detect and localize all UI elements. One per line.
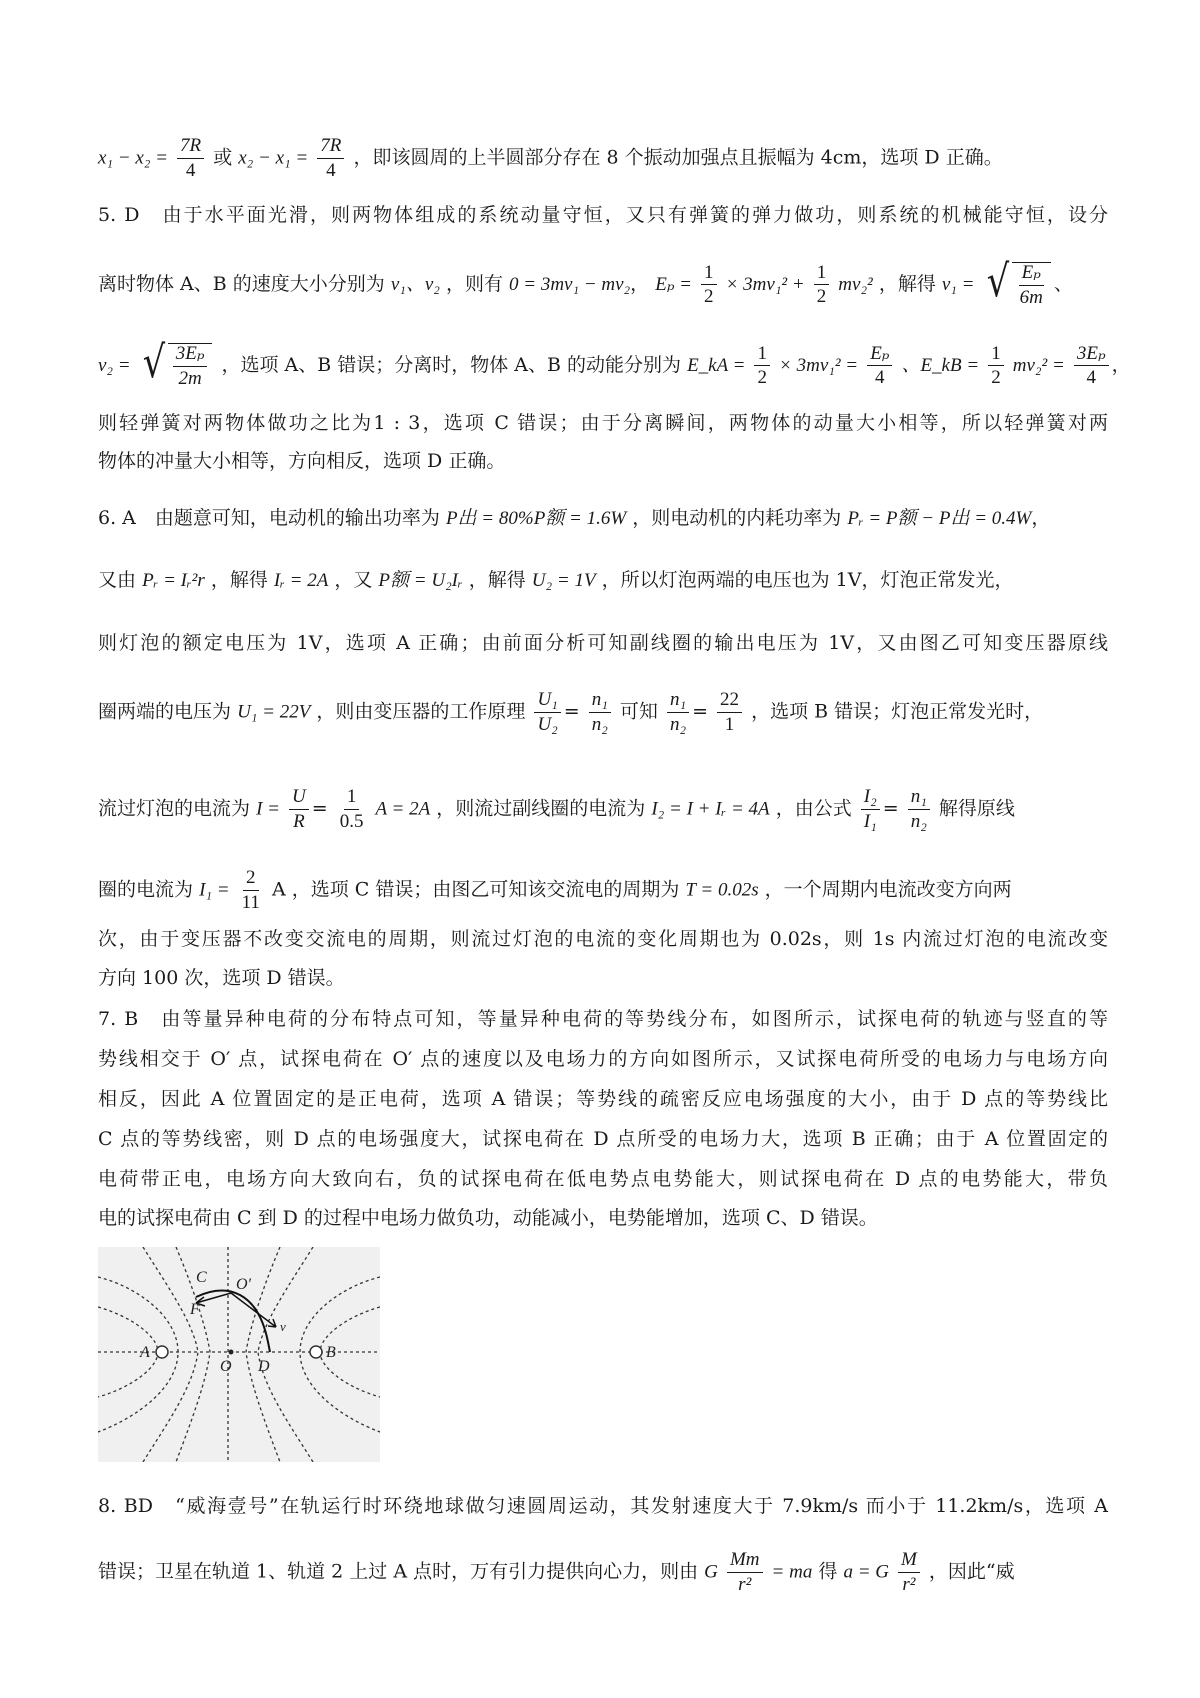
p7-line-1: 7. B 由等量异种电荷的分布特点可知，等量异种电荷的等势线分布，如图所示，试探电荷的轨迹与竖直的等 [98, 1008, 1108, 1030]
point-O-dot [229, 1350, 234, 1355]
momentum-equation: 0 = 3mv₁ − mv₂ [509, 273, 631, 295]
p5-line-5: 物体的冲量大小相等，方向相反，选项 D 正确。 [98, 450, 506, 472]
label-v: v [280, 1319, 286, 1334]
p4-conclusion-line [98, 136, 1108, 181]
p8-line-2: 错误；卫星在轨道 1、轨道 2 上过 A 点时，万有引力提供向心力，则由 G $\frac{Mm}{\text{r²}}$ = ma 得 a = G $\frac{M}{\text{r²}}$ ，因此“威 [98, 1549, 1015, 1595]
formula-x1-x2: x₁ − x₂ = [98, 147, 168, 169]
p7-line-4: C 点的等势线密，则 D 点的电场强度大，试探电荷在 D 点所受的电场力大，选项 B 正确；由于 A 位置固定的 [98, 1128, 1108, 1150]
p6-line-6: 圈的电流为 I₁ = $\frac{2}{11}$ A ，选项 C 错误；由图乙可知该交流电的周期为 T = 0.02s ，一个周期内电流改变方向两 [98, 867, 1012, 913]
fraction-7R-over-4-b: $\frac{7R}{4}$ [317, 136, 344, 181]
label-A: A [140, 1344, 150, 1361]
p7-line-3: 相反，因此 A 位置固定的是正电荷，选项 A 错误；等势线的疏密反应电场强度的大小，由于 D 点的等势线比 [98, 1088, 1108, 1110]
label-B: B [326, 1344, 336, 1361]
sqrt-v1: √ $\frac{\text{Eₚ}}{6m}$ [984, 262, 1051, 308]
sqrt-v2: √ $\frac{\text{3Eₚ}}{2m}$ [140, 343, 213, 389]
label-C: C [196, 1269, 207, 1286]
p5-line-3: v₂ = √ $\frac{\text{3Eₚ}}{2m}$ ，选项 A、B 错误；分离时，物体 A、B 的动能分别为 E_kA = $\frac{1}{2}$ × 3mv₁² = $\frac{\text{Eₚ}}{4}$ 、E_kB = $\frac{1}{2}$ mv₂² = $\frac{\text{3Eₚ}}{4}$ ， [98, 337, 1131, 389]
text-or: 或 [213, 146, 233, 169]
label-D: D [258, 1358, 270, 1375]
p6-line-7: 次，由于变压器不改变交流电的周期，则流过灯泡的电流的变化周期也为 0.02s，则 1s 内流过灯泡的电流改变 [98, 928, 1108, 950]
p7-line-5: 电荷带正电，电场方向大致向右，负的试探电荷在低电势点电势能大，则试探电荷在 D 点的电势能大，带负 [98, 1168, 1108, 1190]
label-O: O [220, 1358, 232, 1375]
p5-line-1: 5. D 由于水平面光滑，则两物体组成的系统动量守恒，又只有弹簧的弹力做功，则系统的机械能守恒，设分 [98, 204, 1108, 226]
label-O-prime: O′ [236, 1276, 252, 1293]
charge-A-circle [156, 1346, 168, 1358]
fraction-7R-over-4: $\frac{7R}{4}$ [177, 136, 204, 181]
p5-line-4: 则轻弹簧对两物体做功之比为1 : 3，选项 C 错误；由于分离瞬间，两物体的动量大小相等，所以轻弹簧对两 [98, 412, 1108, 434]
p7-line-6: 电的试探电荷由 C 到 D 的过程中电场力做负功，动能减小，电势能增加，选项 C、D 错误。 [98, 1207, 878, 1229]
p6-line-2: 又由 Pᵣ = Iᵣ²r ，解得 Iᵣ = 2A ，又 P额 = U₂Iᵣ ，解得 U₂ = 1V ，所以灯泡两端的电压也为 1V，灯泡正常发光， [98, 569, 1014, 591]
p6-line-4: 圈两端的电压为 U₁ = 22V ，则由变压器的工作原理 $\frac{\text{U₁}}{\text{U₂}}$ = $\frac{\text{n₁}}{\text{n₂}}$ 可知 $\frac{\text{n₁}}{\text{n₂}}$ = $\frac{22}{1}$ ，选项 B 错误；灯泡正常发光时， [98, 689, 1044, 735]
p8-line-1: 8. BD “威海壹号”在轨运行时环绕地球做匀速圆周运动，其发射速度大于 7.9km/s 而小于 11.2km/s，选项 A [98, 1495, 1108, 1517]
equipotential-figure [98, 1247, 380, 1462]
p7-line-2: 势线相交于 O′ 点，试探电荷在 O′ 点的速度以及电场力的方向如图所示，又试探电荷所受的电场力与电场方向 [98, 1048, 1108, 1070]
charge-B-circle [310, 1346, 322, 1358]
p6-line-3: 则灯泡的额定电压为 1V，选项 A 正确；由前面分析可知副线圈的输出电压为 1V，又由图乙可知变压器原线 [98, 632, 1108, 654]
label-F: F [190, 1301, 200, 1318]
p4-tail-text: ，即该圆周的上半圆部分存在 8 个振动加强点且振幅为 4cm，选项 D 正确。 [353, 146, 1003, 169]
p6-line-5: 流过灯泡的电流为 I = $\frac{U}{R}$ = $\frac{1}{0.5}$ A = 2A ，则流过副线圈的电流为 I₂ = I + Iᵣ = 4A ，由公式 $\frac{\text{I₂}}{\text{I₁}}$ = $\frac{\text{n₁}}{\text{n₂}}$ 解得原线 [98, 786, 1015, 832]
p6-line-8: 方向 100 次，选项 D 错误。 [98, 967, 345, 989]
p5-line-2: 离时物体 A、B 的速度大小分别为 v₁、v₂ ，则有 0 = 3mv₁ − mv₂， Eₚ = $\frac{1}{2}$ × 3mv₁² + $\frac{1}{2}$ mv₂² ，解得 v₁ = √ $\frac{\text{Eₚ}}{6m}$ 、 [98, 256, 1073, 308]
p6-line-1: 6. A 由题意可知，电动机的输出功率为 P出 = 80%P额 = 1.6W ，则电动机的内耗功率为 Pᵣ = P额 − P出 = 0.4W， [98, 507, 1051, 529]
formula-x2-x1: x₂ − x₁ = [238, 147, 309, 169]
